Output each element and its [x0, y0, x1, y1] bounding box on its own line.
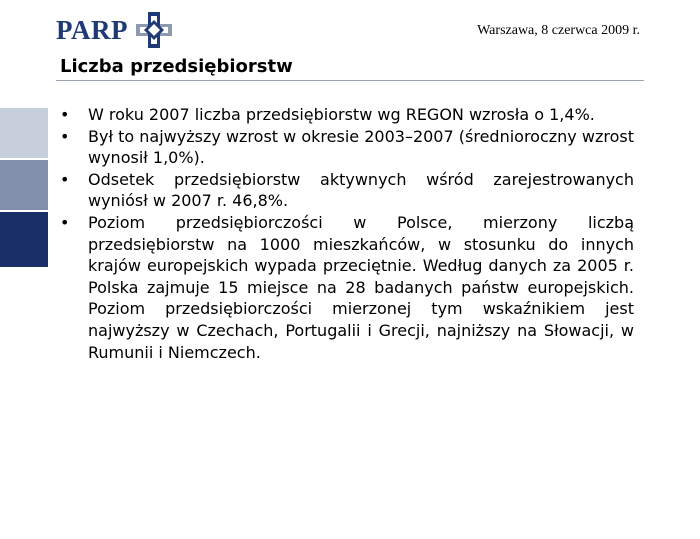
parp-cross-icon [136, 12, 172, 48]
side-decoration-mid [0, 160, 48, 210]
date-label: Warszawa, 8 czerwca 2009 r. [477, 23, 640, 38]
slide-title: Liczba przedsiębiorstw [60, 56, 293, 77]
parp-logo [56, 12, 172, 48]
bullet-item: • Poziom przedsiębiorczości w Polsce, mierzony liczbą przedsiębiorstw na 1000 mieszkańców, w stosunku do innych krajów europejskich wypada przeciętnie. Według danych za 2005 r. Polska zajmuje 15 miejsce na 28 badanych państw europejskich. Poziom przedsiębiorczości mierzonej tym wskaźnikiem jest najwyższy w Czechach, Portugalii i Grecji, najniższy na Słowacji, w Rumunii i Niemczech. [60, 212, 634, 363]
bullet-item: • Odsetek przedsiębiorstw aktywnych wśród zarejestrowanych wyniósł w 2007 r. 46,8%. [60, 169, 634, 212]
bullet-item: • Był to najwyższy wzrost w okresie 2003–2007 (średnioroczny wzrost wynosił 1,0%). [60, 126, 634, 169]
logo-text: PARP [56, 14, 128, 45]
side-decoration-light [0, 108, 48, 158]
bullet-item: • W roku 2007 liczba przedsiębiorstw wg REGON wzrosła o 1,4%. [60, 104, 634, 126]
side-decoration-dark [0, 212, 48, 267]
bullet-list [60, 104, 634, 363]
